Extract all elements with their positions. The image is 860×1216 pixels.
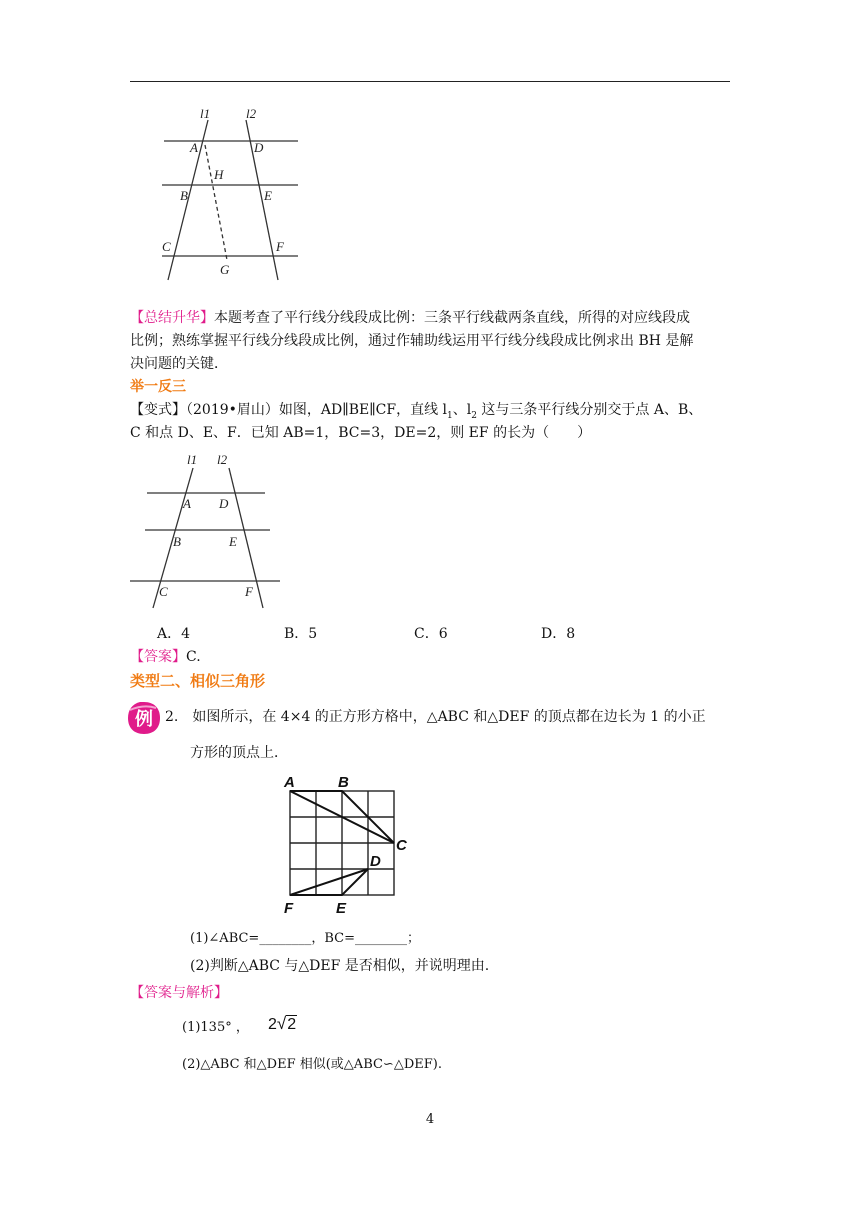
label-l1: l1 [200,106,211,121]
label-l1: l1 [187,452,198,467]
section-heading: 类型二、相似三角形 [130,672,266,690]
header-rule [130,81,730,82]
example-badge-icon [126,700,162,736]
label-d: D [370,853,381,870]
label-l2: l2 [246,106,257,121]
label-f: F [276,239,284,254]
answer-tag: 【答案】 [130,649,186,665]
option-d: D．8 [541,626,576,642]
solution-heading: 【答案与解析】 [130,985,228,1001]
question-2: (2)判断△ABC 与△DEF 是否相似，并说明理由. [190,958,490,974]
label-c: C [396,837,407,854]
option-b: B．5 [284,626,318,642]
practice-heading: 举一反三 [130,379,186,395]
solution-1-radical: 2√2 [268,1014,297,1033]
summary-line-2: 比例；熟练掌握平行线分线段成比例，通过作辅助线运用平行线分线段成比例求出 BH 是解 [130,333,694,349]
figure-parallel-lines-with-h [150,100,310,290]
summary-line-1: 【总结升华】本题考查了平行线分线段成比例：三条平行线截两条直线，所得的对应线段成 [130,310,690,326]
svg-text:例: 例 [135,709,153,730]
answer-line [130,646,201,668]
label-f: F [284,900,294,917]
figure-parallel-lines [125,448,290,613]
page-number: 4 [425,1112,435,1127]
variant-line-2: C 和点 D、E、F．已知 AB=1，BC=3，DE=2，则 EF 的长为（ ） [130,425,592,441]
example-line-1: 2. 如图所示，在 4×4 的正方形方格中，△ABC 和△DEF 的顶点都在边长为 1 的小正 [165,709,706,725]
label-b: B [338,774,349,791]
label-d: D [254,140,264,155]
figure-grid-triangles [278,770,418,918]
example-line-2: 方形的顶点上． [190,745,288,761]
question-1: (1)∠ABC=________，BC=________； [190,931,420,946]
solution-2: (2)△ABC 和△DEF 相似(或△ABC∽△DEF). [182,1057,442,1072]
label-b: B [173,534,181,549]
option-a: A．4 [157,626,191,642]
variant-line-1: 【变式】（2019•眉山）如图，AD∥BE∥CF，直线 $l_1$、$l_2$ 这与三条平行线分别交于点 A、B、 [130,402,703,421]
label-a: A [284,774,295,791]
summary-line-3: 决问题的关键． [130,356,228,372]
label-b: B [180,188,188,203]
answer-value: C. [186,649,201,665]
label-h: H [214,167,224,182]
label-a: A [183,496,191,511]
label-f: F [245,584,253,599]
label-e: E [264,188,272,203]
label-c: C [159,584,168,599]
label-l2: l2 [217,452,228,467]
label-e: E [336,900,347,917]
label-d: D [219,496,229,511]
solution-1: (1)135° ， [182,1020,249,1035]
label-c: C [162,239,171,254]
label-e: E [229,534,237,549]
label-a: A [190,140,198,155]
option-c: C．6 [414,626,448,642]
label-g: G [220,262,230,277]
summary-tag: 【总结升华】 [130,310,214,326]
